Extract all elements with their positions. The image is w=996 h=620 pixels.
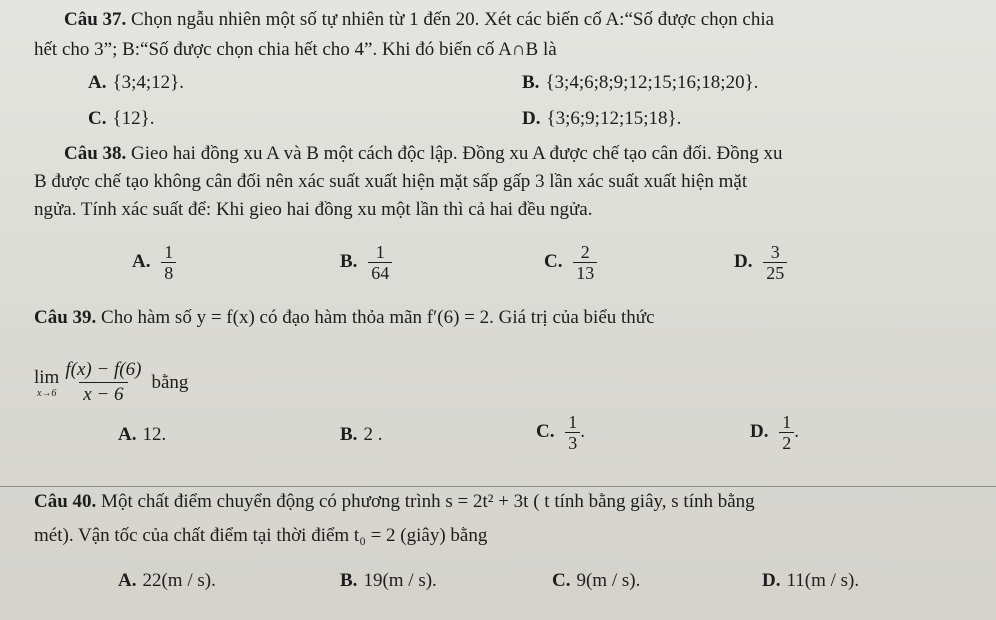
limit-fraction xyxy=(65,358,141,407)
q37-option-d[interactable] xyxy=(522,108,681,130)
option-label: C. xyxy=(552,570,571,591)
option-text: 2 . xyxy=(363,424,383,445)
numerator: 1 xyxy=(164,242,174,262)
option-label: A. xyxy=(132,250,151,272)
q38-line2: B được chế tạo không cân đối nên xác suất xuất hiện mặt sấp gấp 3 lần xác suất xuất hiện mặt xyxy=(34,171,748,192)
q39-option-b[interactable] xyxy=(340,424,382,446)
q40-line2: mét). Vận tốc của chất điểm tại thời điểm t₀ = 2 (giây) bằng xyxy=(34,525,488,546)
q39-text-1: Cho hàm số y = f(x) có đạo hàm thỏa mãn f′(6) = 2. Giá trị của biểu thức xyxy=(101,307,655,328)
denominator: 13 xyxy=(573,262,597,283)
numerator: 1 xyxy=(782,412,792,432)
option-label: B. xyxy=(340,250,358,272)
limit-after-text: bằng xyxy=(151,371,189,393)
option-label: C. xyxy=(88,108,107,129)
option-label: B. xyxy=(522,72,540,93)
limit-operator xyxy=(34,367,59,399)
denominator: 64 xyxy=(368,262,392,283)
option-text: 12. xyxy=(142,424,167,445)
limit-expression xyxy=(34,358,188,407)
q37-option-c[interactable] xyxy=(88,108,154,130)
limit-numerator: f(x) − f(6) xyxy=(65,359,142,380)
denominator: 2 xyxy=(779,432,794,453)
q38-option-a[interactable] xyxy=(132,242,176,283)
section-divider xyxy=(0,486,996,487)
limit-denominator: x − 6 xyxy=(79,382,127,407)
option-label: B. xyxy=(340,424,358,445)
q39-option-d[interactable] xyxy=(750,412,799,453)
q40-option-b[interactable] xyxy=(340,570,437,592)
q38-label: Câu 38. xyxy=(64,143,127,164)
option-period: . xyxy=(794,420,799,442)
fraction xyxy=(573,242,597,283)
q40-option-c[interactable] xyxy=(552,570,640,592)
option-label: D. xyxy=(522,108,541,129)
q37-line1 xyxy=(64,8,774,32)
q37-option-b[interactable] xyxy=(522,72,758,94)
q38-option-b[interactable] xyxy=(340,242,392,283)
option-text: 9(m / s). xyxy=(576,570,641,591)
fraction xyxy=(763,242,787,283)
q40-label: Câu 40. xyxy=(34,491,97,512)
option-label: D. xyxy=(734,250,753,272)
q40-text-1: Một chất điểm chuyển động có phương trình s = 2t² + 3t ( t tính bằng giây, s tính bằng xyxy=(101,491,755,512)
option-text: {3;4;6;8;9;12;15;16;18;20}. xyxy=(545,72,759,93)
q39-line1 xyxy=(34,306,655,330)
option-text: {3;6;9;12;15;18}. xyxy=(546,108,682,129)
option-label: A. xyxy=(118,570,137,591)
q37-option-a[interactable] xyxy=(88,72,184,94)
denominator: 3 xyxy=(565,432,580,453)
lim-subscript: x→6 xyxy=(36,387,57,399)
option-label: D. xyxy=(762,570,781,591)
q37-line2: hết cho 3”; B:“Số được chọn chia hết cho 4”. Khi đó biến cố A∩B là xyxy=(34,39,557,60)
q40-option-a[interactable] xyxy=(118,570,216,592)
q38-option-c[interactable] xyxy=(544,242,597,283)
q38-line1 xyxy=(64,142,783,166)
option-text: 11(m / s). xyxy=(786,570,860,591)
numerator: 3 xyxy=(770,242,780,262)
numerator: 1 xyxy=(375,242,385,262)
option-text: {12}. xyxy=(112,108,155,129)
option-label: B. xyxy=(340,570,358,591)
numerator: 2 xyxy=(580,242,590,262)
q37-text-1: Chọn ngẫu nhiên một số tự nhiên từ 1 đến 20. Xét các biến cố A:“Số được chọn chia xyxy=(131,9,775,30)
option-label: A. xyxy=(118,424,137,445)
q39-option-c[interactable] xyxy=(536,412,585,453)
option-text: {3;4;12}. xyxy=(112,72,185,93)
option-label: D. xyxy=(750,420,769,442)
option-label: C. xyxy=(544,250,563,272)
q40-line1 xyxy=(34,490,755,514)
q38-text-1: Gieo hai đồng xu A và B một cách độc lập. Đồng xu A được chế tạo cân đối. Đồng xu xyxy=(131,143,783,164)
q39-label: Câu 39. xyxy=(34,307,97,328)
fraction xyxy=(161,242,176,283)
option-label: C. xyxy=(536,420,555,442)
lim-word: lim xyxy=(34,366,60,388)
denominator: 8 xyxy=(161,262,176,283)
q38-option-d[interactable] xyxy=(734,242,787,283)
fraction xyxy=(565,412,580,453)
option-text: 19(m / s). xyxy=(363,570,437,591)
q39-option-a[interactable] xyxy=(118,424,166,446)
fraction xyxy=(779,412,794,453)
fraction xyxy=(368,242,392,283)
q38-line3: ngửa. Tính xác suất để: Khi gieo hai đồng xu một lần thì cả hai đều ngửa. xyxy=(34,199,593,220)
denominator: 25 xyxy=(763,262,787,283)
option-text: 22(m / s). xyxy=(142,570,216,591)
option-period: . xyxy=(580,420,585,442)
numerator: 1 xyxy=(568,412,578,432)
q40-option-d[interactable] xyxy=(762,570,859,592)
q37-label: Câu 37. xyxy=(64,9,127,30)
option-label: A. xyxy=(88,72,107,93)
